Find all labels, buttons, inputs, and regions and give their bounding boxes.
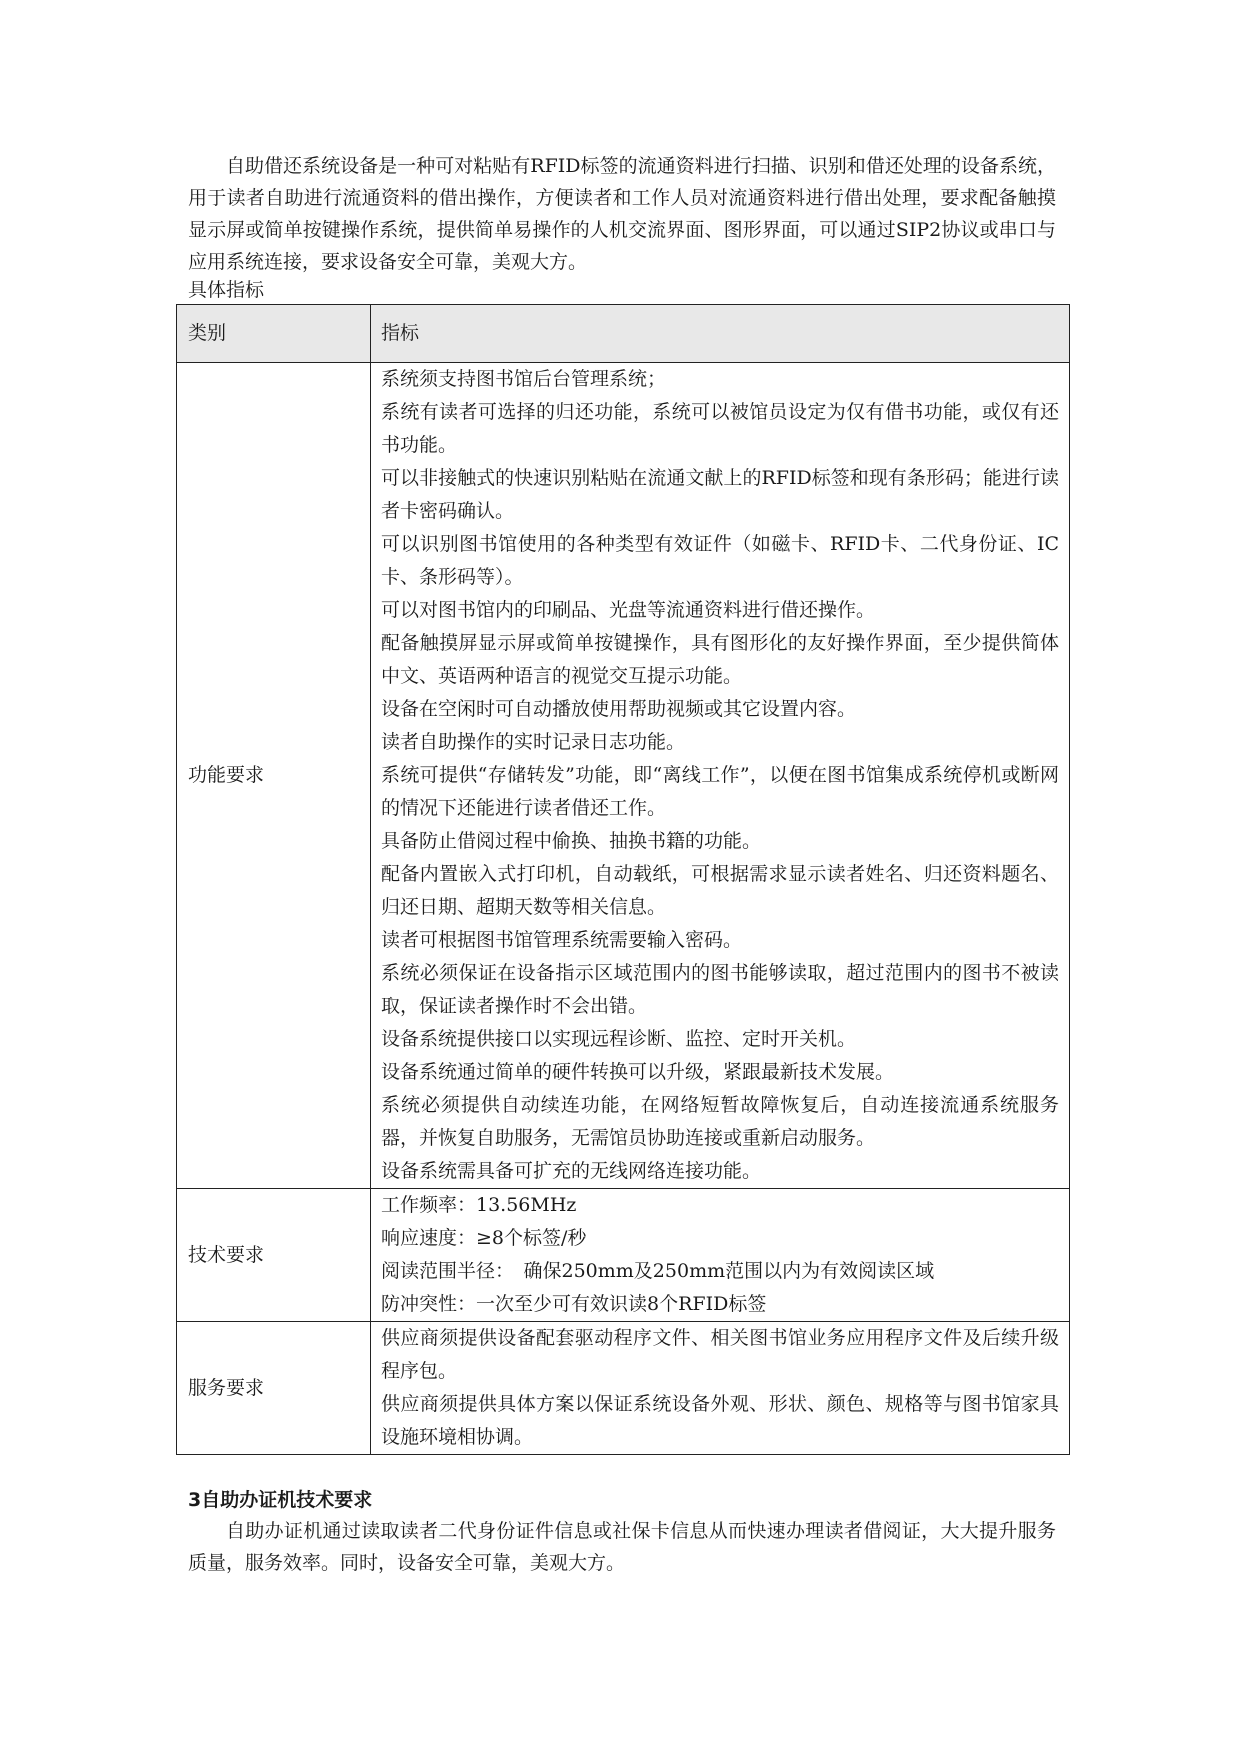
section-paragraph: 自助办证机通过读取读者二代身份证件信息或社保卡信息从而快速办理读者借阅证，大大提升服务质量，服务效率。同时，设备安全可靠，美观大方。 (188, 1520, 1056, 1574)
table-caption: 具体指标 (188, 279, 265, 301)
list-item: 设备系统通过简单的硬件转换可以升级，紧跟最新技术发展。 (381, 1061, 895, 1083)
list-item: 系统必须保证在设备指示区域范围内的图书能够读取，超过范围内的图书不被读取，保证读者操作时不会出错。 (381, 962, 1059, 1017)
section-number: 3 (188, 1489, 202, 1511)
list-item: 响应速度：≥8个标签/秒 (381, 1227, 587, 1249)
list-item: 供应商须提供设备配套驱动程序文件、相关图书馆业务应用程序文件及后续升级程序包。 (381, 1327, 1059, 1382)
table-row-technical (177, 1189, 1070, 1322)
list-item: 工作频率：13.56MHz (381, 1194, 577, 1216)
spec-table (176, 304, 1070, 1455)
list-item: 可以非接触式的快速识别粘贴在流通文献上的RFID标签和现有条形码；能进行读者卡密码确认。 (381, 467, 1059, 522)
list-item: 设备系统需具备可扩充的无线网络连接功能。 (381, 1160, 762, 1182)
list-item: 读者可根据图书馆管理系统需要输入密码。 (381, 929, 743, 951)
list-item: 设备在空闲时可自动播放使用帮助视频或其它设置内容。 (381, 698, 857, 720)
list-item: 供应商须提供具体方案以保证系统设备外观、形状、颜色、规格等与图书馆家具设施环境相协调。 (381, 1393, 1059, 1448)
row-category: 服务要求 (177, 1322, 371, 1455)
list-item: 系统有读者可选择的归还功能，系统可以被馆员设定为仅有借书功能，或仅有还书功能。 (381, 401, 1059, 456)
table-row-function (177, 363, 1070, 1189)
list-item: 系统必须提供自动续连功能，在网络短暂故障恢复后，自动连接流通系统服务器，并恢复自助服务，无需馆员协助连接或重新启动服务。 (381, 1094, 1059, 1149)
header-indicator: 指标 (371, 305, 1070, 363)
list-item: 具备防止借阅过程中偷换、抽换书籍的功能。 (381, 830, 762, 852)
list-item: 阅读范围半径： 确保250mm及250mm范围以内为有效阅读区域 (381, 1260, 935, 1282)
row-items (371, 363, 1070, 1189)
list-item: 可以识别图书馆使用的各种类型有效证件（如磁卡、RFID卡、二代身份证、IC卡、条形码等）。 (381, 533, 1059, 588)
table-header-row (177, 305, 1070, 363)
list-item: 设备系统提供接口以实现远程诊断、监控、定时开关机。 (381, 1028, 857, 1050)
list-item: 配备内置嵌入式打印机，自动载纸，可根据需求显示读者姓名、归还资料题名、归还日期、超期天数等相关信息。 (381, 863, 1059, 918)
row-category: 技术要求 (177, 1189, 371, 1322)
header-category: 类别 (177, 305, 371, 363)
table-row-service (177, 1322, 1070, 1455)
list-item: 系统须支持图书馆后台管理系统； (381, 368, 667, 390)
list-item: 防冲突性：一次至少可有效识读8个RFID标签 (381, 1293, 767, 1315)
row-items (371, 1189, 1070, 1322)
row-items (371, 1322, 1070, 1455)
section-title: 自助办证机技术要求 (201, 1489, 373, 1511)
list-item: 系统可提供“存储转发”功能，即“离线工作”，以便在图书馆集成系统停机或断网的情况下还能进行读者借还工作。 (381, 764, 1059, 819)
list-item: 配备触摸屏显示屏或简单按键操作，具有图形化的友好操作界面，至少提供简体中文、英语两种语言的视觉交互提示功能。 (381, 632, 1059, 687)
list-item: 可以对图书馆内的印刷品、光盘等流通资料进行借还操作。 (381, 599, 876, 621)
row-category: 功能要求 (177, 363, 371, 1189)
list-item: 读者自助操作的实时记录日志功能。 (381, 731, 686, 753)
section-heading (188, 1485, 1056, 1515)
intro-paragraph: 自助借还系统设备是一种可对粘贴有RFID标签的流通资料进行扫描、识别和借还处理的设备系统，用于读者自助进行流通资料的借出操作，方便读者和工作人员对流通资料进行借出处理，要求配备触摸显示屏或简单按键操作系统，提供简单易操作的人机交流界面、图形界面，可以通过SIP2协议或串口与应用系统连接，要求设备安全可靠，美观大方。 (188, 155, 1056, 273)
document-content (188, 150, 1059, 1579)
